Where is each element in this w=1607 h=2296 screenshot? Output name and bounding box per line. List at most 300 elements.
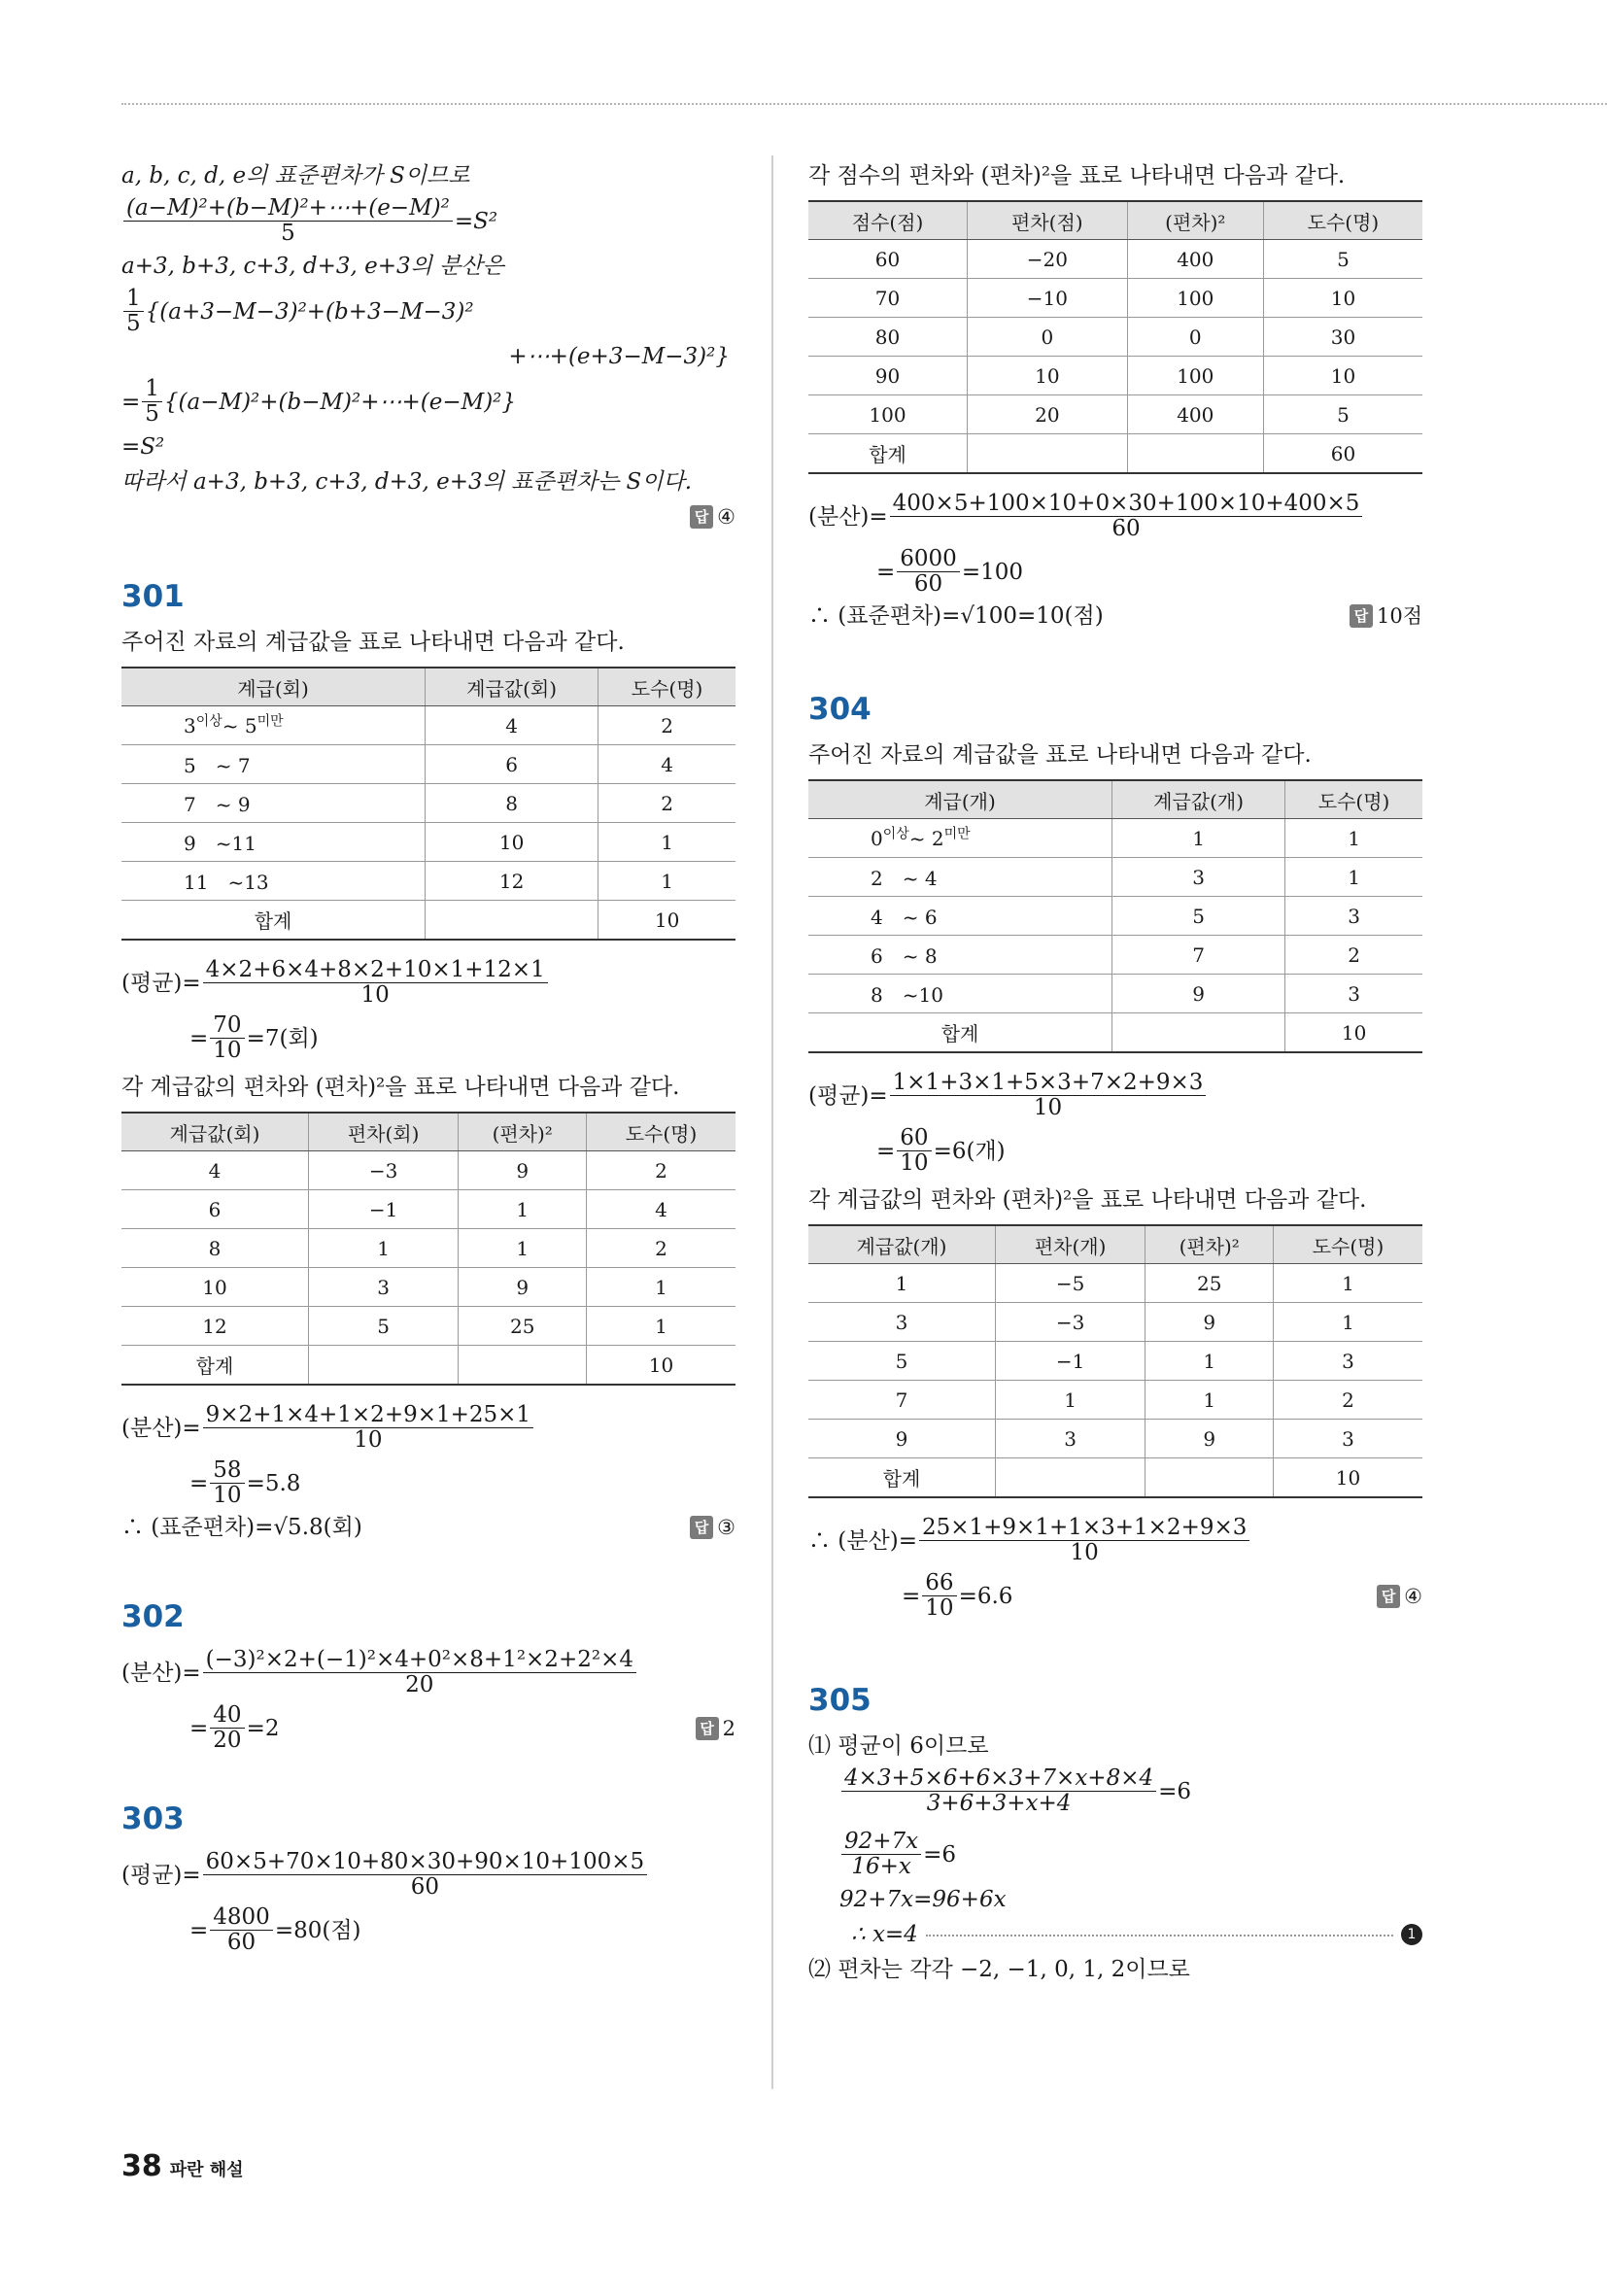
table-cell: 10	[1285, 1013, 1422, 1053]
table-cell: 10	[1274, 1458, 1422, 1498]
table-header: 편차(회)	[308, 1113, 458, 1151]
q305-eq4-row	[808, 1920, 1422, 1949]
table-cell: 5	[1112, 897, 1285, 936]
q303-var2-pre: =	[876, 559, 896, 585]
q301-var2-rhs: =5.8	[246, 1470, 301, 1496]
q301-class-table	[121, 667, 735, 941]
table-row	[121, 745, 735, 784]
q301-answer-value: ③	[717, 1516, 735, 1539]
q303-mean-result	[121, 1905, 735, 1955]
q301-deviation-table	[121, 1112, 735, 1386]
prev-f2-den: 5	[126, 311, 141, 336]
table-cell: 4	[426, 706, 598, 745]
table-cell: 10	[121, 1268, 308, 1307]
table-row	[121, 1307, 735, 1346]
class-end: 2	[931, 826, 944, 850]
table-header: (편차)²	[1145, 1225, 1274, 1264]
table-cell: 5 ~ 7	[121, 745, 426, 784]
prev-formula-3	[121, 377, 735, 427]
q301-dev-intro: 각 계급값의 편차와 (편차)²을 표로 나타내면 다음과 같다.	[121, 1075, 680, 1100]
table-row	[808, 1342, 1422, 1381]
table-cell: −3	[308, 1151, 458, 1190]
prev-line-1: a, b, c, d, e의 표준편차가 S이므로	[121, 163, 470, 188]
q304-mean-den: 10	[1033, 1095, 1063, 1120]
table-cell: 1	[587, 1268, 735, 1307]
q301-var2-num: 58	[210, 1458, 244, 1484]
q304-answer-value: ④	[1404, 1584, 1422, 1608]
q304-var2-rhs: =6.6	[958, 1583, 1013, 1609]
q302-var2-pre: =	[189, 1715, 209, 1741]
q304-dev-intro: 각 계급값의 편차와 (편차)²을 표로 나타내면 다음과 같다.	[808, 1187, 1367, 1213]
table-cell: 10	[426, 823, 598, 862]
q304-deviation-table	[808, 1224, 1422, 1498]
prev-f3-body: {(a−M)²+(b−M)²+⋯+(e−M)²}	[163, 389, 517, 415]
q303-sd-root: √100	[960, 603, 1017, 629]
table-cell: 3	[1274, 1420, 1422, 1458]
table-cell: 1	[598, 823, 735, 862]
q303-var2-rhs: =100	[961, 559, 1023, 585]
class-start-label: 이상	[195, 712, 222, 729]
table-header: 계급(개)	[808, 780, 1112, 819]
q302-var2-rhs: =2	[246, 1715, 280, 1741]
table-cell: 9	[459, 1151, 587, 1190]
table-cell: 2	[1274, 1381, 1422, 1420]
table-cell: 90	[808, 357, 968, 395]
q303-sd-pre: ∴ (표준편차)=	[808, 603, 961, 629]
answer-badge: 답	[690, 505, 713, 529]
q305-eq3: 92+7x=96+6x	[839, 1887, 1007, 1912]
prev-answer	[690, 505, 735, 529]
q301-mean2-rhs: =7(회)	[246, 1025, 319, 1051]
q304-mean2-den: 10	[900, 1150, 929, 1176]
table-cell: 20	[968, 395, 1128, 434]
q305-eq2	[808, 1830, 1422, 1879]
q301-mean-result	[121, 1013, 735, 1063]
q301-answer	[690, 1514, 735, 1541]
table-row	[808, 395, 1422, 434]
answer-badge: 답	[690, 1516, 713, 1539]
table-cell: 9	[1112, 975, 1285, 1013]
table-row	[808, 1264, 1422, 1303]
table-cell: 10	[598, 901, 735, 941]
table-cell	[995, 1458, 1145, 1498]
table-cell: 9 ~11	[121, 823, 426, 862]
table-cell: 4 ~ 6	[808, 897, 1112, 936]
table-cell: 2	[598, 784, 735, 823]
class-end-label: 미만	[943, 825, 971, 841]
q302-var-num: (−3)²×2+(−1)²×4+0²×8+1²×2+2²×4	[203, 1648, 636, 1673]
table-cell: 8 ~10	[808, 975, 1112, 1013]
table-cell: 2	[587, 1151, 735, 1190]
table-header: 편차(점)	[968, 201, 1128, 240]
problem-303-start	[121, 1801, 735, 1955]
table-cell	[426, 901, 598, 941]
table-cell: 100	[1127, 279, 1263, 318]
table-cell	[308, 1346, 458, 1386]
table-row	[121, 1229, 735, 1268]
q305-part2: ⑵ 편차는 각각 −2, −1, 0, 1, 2이므로	[808, 1957, 1190, 1982]
q304-mean2-pre: =	[876, 1138, 896, 1164]
table-cell: 25	[459, 1307, 587, 1346]
table-cell: 6	[426, 745, 598, 784]
prev-answer-value: ④	[717, 505, 735, 529]
table-cell: 0	[968, 318, 1128, 357]
q301-var-den: 10	[354, 1427, 383, 1453]
table-row	[808, 936, 1422, 975]
table-cell: 12	[426, 862, 598, 901]
left-column	[121, 155, 735, 1961]
table-cell: −10	[968, 279, 1128, 318]
table-cell	[459, 1346, 587, 1386]
q301-sd-root: √5.8	[273, 1515, 324, 1540]
q304-mean-lhs: (평균)=	[808, 1082, 888, 1109]
table-cell: 1	[1112, 819, 1285, 858]
problem-303-cont	[808, 161, 1422, 630]
table-cell	[1127, 434, 1263, 474]
table-cell: 합계	[808, 434, 968, 474]
table-header: 도수(명)	[1274, 1225, 1422, 1264]
q301-sd-row	[121, 1514, 735, 1541]
table-header: 계급값(회)	[121, 1113, 308, 1151]
table-cell: 400	[1127, 240, 1263, 279]
table-cell: 9	[1145, 1303, 1274, 1342]
table-cell: 4	[587, 1190, 735, 1229]
q304-answer	[1377, 1583, 1422, 1610]
table-row	[121, 1190, 735, 1229]
table-cell: 1	[1274, 1264, 1422, 1303]
q302-var-result	[121, 1703, 735, 1753]
q301-mean2-pre: =	[189, 1025, 209, 1051]
page-number: 38	[121, 2149, 162, 2183]
column-divider	[771, 155, 773, 2089]
table-row	[808, 279, 1422, 318]
prev-solution	[121, 161, 735, 529]
table-header: 계급값(회)	[426, 668, 598, 706]
q302-var2-num: 40	[210, 1703, 244, 1729]
table-cell	[808, 819, 1112, 858]
q301-var-lhs: (분산)=	[121, 1415, 201, 1441]
table-header: 도수(명)	[587, 1113, 735, 1151]
table-cell: 10	[587, 1346, 735, 1386]
table-row	[808, 819, 1422, 858]
table-cell: 10	[1263, 279, 1422, 318]
table-header: 계급값(개)	[1112, 780, 1285, 819]
q303-mean2-pre: =	[189, 1917, 209, 1943]
table-row	[121, 1268, 735, 1307]
table-cell: 8	[426, 784, 598, 823]
table-row	[121, 901, 735, 941]
q304-var2-den: 10	[925, 1595, 954, 1621]
q305-e1-rhs: =6	[1158, 1778, 1192, 1804]
q305-e2-den: 16+x	[851, 1854, 911, 1879]
class-end: 5	[244, 713, 257, 737]
class-start: 0	[871, 826, 883, 850]
prev-f1-num: (a−M)²+(b−M)²+⋯+(e−M)²	[123, 196, 453, 222]
q302-var-den: 20	[405, 1672, 434, 1697]
table-row	[121, 1151, 735, 1190]
table-cell: 2	[598, 706, 735, 745]
q302-var-formula	[121, 1648, 735, 1697]
q304-var-result	[808, 1571, 1422, 1621]
q304-mean-num: 1×1+3×1+5×3+7×2+9×3	[890, 1071, 1207, 1096]
q303-mean2-num: 4800	[210, 1905, 273, 1931]
table-row	[808, 1420, 1422, 1458]
table-row	[808, 1013, 1422, 1053]
table-row	[121, 823, 735, 862]
table-cell: −20	[968, 240, 1128, 279]
table-cell: 6 ~ 8	[808, 936, 1112, 975]
q303-mean2-den: 60	[226, 1930, 256, 1955]
table-row	[121, 706, 735, 745]
table-cell: 10	[968, 357, 1128, 395]
prev-f2-cont: +⋯+(e+3−M−3)²}	[508, 344, 730, 369]
prev-f2-body: {(a+3−M−3)²+(b+3−M−3)²	[145, 298, 474, 325]
table-row	[808, 975, 1422, 1013]
table-header: 점수(점)	[808, 201, 968, 240]
prev-f1-den: 5	[281, 221, 295, 246]
table-cell: 25	[1145, 1264, 1274, 1303]
table-cell	[968, 434, 1128, 474]
answer-badge: 답	[1350, 604, 1373, 628]
table-cell: 1	[1285, 819, 1422, 858]
table-cell: 5	[1263, 395, 1422, 434]
table-cell: 5	[808, 1342, 995, 1381]
table-header: 계급(회)	[121, 668, 426, 706]
q305-eq1	[808, 1766, 1422, 1816]
table-cell: 2	[1285, 936, 1422, 975]
q304-var-formula	[808, 1516, 1422, 1565]
table-cell: 4	[121, 1151, 308, 1190]
q301-mean-formula	[121, 958, 735, 1008]
table-cell: 70	[808, 279, 968, 318]
table-cell: 100	[808, 395, 968, 434]
table-row	[121, 862, 735, 901]
q303-mean-formula	[121, 1850, 735, 1900]
q303-var-num: 400×5+100×10+0×30+100×10+400×5	[890, 492, 1363, 517]
table-cell: 1	[1274, 1303, 1422, 1342]
table-cell: 5	[308, 1307, 458, 1346]
problem-304-intro: 주어진 자료의 계급값을 표로 나타내면 다음과 같다.	[808, 742, 1312, 768]
table-header: (편차)²	[1127, 201, 1263, 240]
q301-var2-pre: =	[189, 1470, 209, 1496]
table-cell: 30	[1263, 318, 1422, 357]
table-cell: 3	[1112, 858, 1285, 897]
table-cell: 1	[1145, 1381, 1274, 1420]
q301-mean2-num: 70	[210, 1013, 244, 1039]
table-cell: 8	[121, 1229, 308, 1268]
table-cell: 1	[1285, 858, 1422, 897]
q305-e1-den: 3+6+3+x+4	[926, 1791, 1072, 1816]
q302-var2-den: 20	[213, 1728, 242, 1753]
prev-f3-den: 5	[145, 401, 159, 427]
table-cell: 3	[308, 1268, 458, 1307]
problem-302	[121, 1599, 735, 1753]
table-cell: 10	[1263, 357, 1422, 395]
q301-mean-num: 4×2+6×4+8×2+10×1+12×1	[203, 958, 548, 983]
table-cell: 합계	[808, 1458, 995, 1498]
class-sep: ~	[908, 826, 926, 850]
table-row	[808, 357, 1422, 395]
q303-mean-num: 60×5+70×10+80×30+90×10+100×5	[203, 1850, 647, 1875]
table-cell: 9	[1145, 1420, 1274, 1458]
prev-f3-pre: =	[121, 389, 141, 415]
table-cell: 9	[459, 1268, 587, 1307]
table-cell: 3	[808, 1303, 995, 1342]
table-cell: 3	[995, 1420, 1145, 1458]
q304-var2-num: 66	[922, 1571, 956, 1596]
q303-answer-value: 10점	[1376, 604, 1422, 628]
table-row	[808, 1303, 1422, 1342]
leader-dots	[926, 1935, 1393, 1936]
table-cell: −3	[995, 1303, 1145, 1342]
class-sep: ~	[222, 713, 239, 737]
problem-305	[808, 1683, 1422, 1984]
class-start: 3	[184, 713, 196, 737]
table-cell	[1112, 1013, 1285, 1053]
table-cell: 합계	[808, 1013, 1112, 1053]
table-cell: 100	[1127, 357, 1263, 395]
table-cell: 합계	[121, 901, 426, 941]
q303-mean2-rhs: =80(점)	[274, 1917, 361, 1943]
table-cell: 9	[808, 1420, 995, 1458]
q301-mean-lhs: (평균)=	[121, 970, 201, 996]
q305-eq4: ∴ x=4	[851, 1922, 918, 1947]
prev-answer-row	[121, 502, 735, 529]
table-cell: 60	[1263, 434, 1422, 474]
q303-deviation-table	[808, 200, 1422, 474]
table-cell: −5	[995, 1264, 1145, 1303]
page-footer	[121, 2149, 244, 2183]
table-cell: 11 ~13	[121, 862, 426, 901]
table-header: (편차)²	[459, 1113, 587, 1151]
q301-sd-unit: (회)	[323, 1515, 362, 1540]
q303-sd-rhs: =10(점)	[1016, 603, 1104, 629]
q304-var-den: 10	[1070, 1540, 1099, 1565]
table-header: 계급값(개)	[808, 1225, 995, 1264]
prev-f2-num: 1	[123, 287, 144, 312]
q305-e2-rhs: =6	[923, 1841, 957, 1868]
table-cell: 1	[459, 1229, 587, 1268]
table-cell: 400	[1127, 395, 1263, 434]
q302-var-lhs: (분산)=	[121, 1660, 201, 1686]
class-end-label: 미만	[256, 712, 284, 729]
table-cell: 0	[1127, 318, 1263, 357]
prev-line-2: a+3, b+3, c+3, d+3, e+3의 분산은	[121, 254, 504, 279]
table-cell: 4	[598, 745, 735, 784]
problem-304-number: 304	[808, 692, 872, 727]
q304-mean-formula	[808, 1071, 1422, 1120]
table-cell: 1	[598, 862, 735, 901]
prev-formula-2	[121, 287, 735, 336]
q303-mean-den: 60	[410, 1874, 440, 1900]
q303-dev-intro: 각 점수의 편차와 (편차)²을 표로 나타내면 다음과 같다.	[808, 163, 1346, 188]
table-row	[808, 858, 1422, 897]
table-cell: 합계	[121, 1346, 308, 1386]
table-row	[121, 784, 735, 823]
step-1-marker-icon: 1	[1401, 1924, 1422, 1945]
q301-var2-den: 10	[213, 1483, 242, 1508]
problem-301-number: 301	[121, 579, 185, 614]
problem-305-number: 305	[808, 1683, 872, 1718]
table-header: 도수(명)	[1285, 780, 1422, 819]
right-column	[808, 155, 1422, 1990]
table-cell: −1	[308, 1190, 458, 1229]
problem-302-number: 302	[121, 1599, 185, 1634]
q303-answer	[1350, 602, 1422, 630]
q302-answer-value: 2	[722, 1716, 735, 1740]
answer-badge: 답	[696, 1717, 719, 1740]
table-header: 편차(개)	[995, 1225, 1145, 1264]
table-cell: 1	[459, 1190, 587, 1229]
prev-f1-rhs: =S²	[454, 208, 498, 234]
table-cell: 7	[808, 1381, 995, 1420]
table-cell: 7 ~ 9	[121, 784, 426, 823]
q301-var-num: 9×2+1×4+1×2+9×1+25×1	[203, 1403, 533, 1428]
problem-303-number: 303	[121, 1801, 185, 1836]
q303-var-den: 60	[1111, 516, 1141, 541]
q305-part1: ⑴ 평균이 6이므로	[808, 1733, 989, 1759]
q305-e1-num: 4×3+5×6+6×3+7×x+8×4	[841, 1766, 1156, 1792]
table-cell: 2	[587, 1229, 735, 1268]
q303-var-result	[808, 547, 1422, 597]
prev-formula-1	[121, 196, 735, 246]
prev-line-3: 따라서 a+3, b+3, c+3, d+3, e+3의 표준편차는 S이다.	[121, 469, 693, 495]
q301-sd-pre: ∴ (표준편차)=	[121, 1515, 274, 1540]
q303-var-lhs: (분산)=	[808, 503, 888, 530]
q304-mean2-num: 60	[897, 1126, 931, 1151]
table-header: 도수(명)	[598, 668, 735, 706]
q304-var-num: 25×1+9×1+1×3+1×2+9×3	[919, 1516, 1249, 1541]
q303-var-formula	[808, 492, 1422, 541]
problem-304	[808, 692, 1422, 1621]
table-row	[121, 1346, 735, 1386]
q303-sd-row	[808, 602, 1422, 630]
table-row	[808, 1458, 1422, 1498]
class-start-label: 이상	[882, 825, 909, 841]
table-cell: 3	[1274, 1342, 1422, 1381]
table-cell	[121, 706, 426, 745]
table-header: 도수(명)	[1263, 201, 1422, 240]
q304-mean2-rhs: =6(개)	[933, 1138, 1006, 1164]
q304-class-table	[808, 779, 1422, 1053]
q304-mean-result	[808, 1126, 1422, 1176]
footer-label: 파란 해설	[169, 2160, 244, 2180]
table-cell: 6	[121, 1190, 308, 1229]
table-cell: 80	[808, 318, 968, 357]
table-cell: 2 ~ 4	[808, 858, 1112, 897]
table-cell: 1	[1145, 1342, 1274, 1381]
table-cell: 1	[808, 1264, 995, 1303]
q303-var2-den: 60	[913, 571, 943, 597]
prev-formula-4: =S²	[121, 434, 165, 460]
q303-mean-lhs: (평균)=	[121, 1862, 201, 1888]
table-row	[808, 1381, 1422, 1420]
table-cell: 1	[587, 1307, 735, 1346]
q303-var2-num: 6000	[897, 547, 960, 572]
q301-var-formula	[121, 1403, 735, 1453]
q301-var-result	[121, 1458, 735, 1508]
q302-answer	[696, 1715, 735, 1742]
table-cell: 1	[308, 1229, 458, 1268]
header-rule	[121, 103, 1607, 105]
q301-mean-den: 10	[360, 982, 390, 1008]
table-row	[808, 318, 1422, 357]
q304-var2-pre: =	[902, 1583, 921, 1609]
problem-301	[121, 579, 735, 1541]
table-cell: 60	[808, 240, 968, 279]
table-row	[808, 897, 1422, 936]
table-cell: 12	[121, 1307, 308, 1346]
